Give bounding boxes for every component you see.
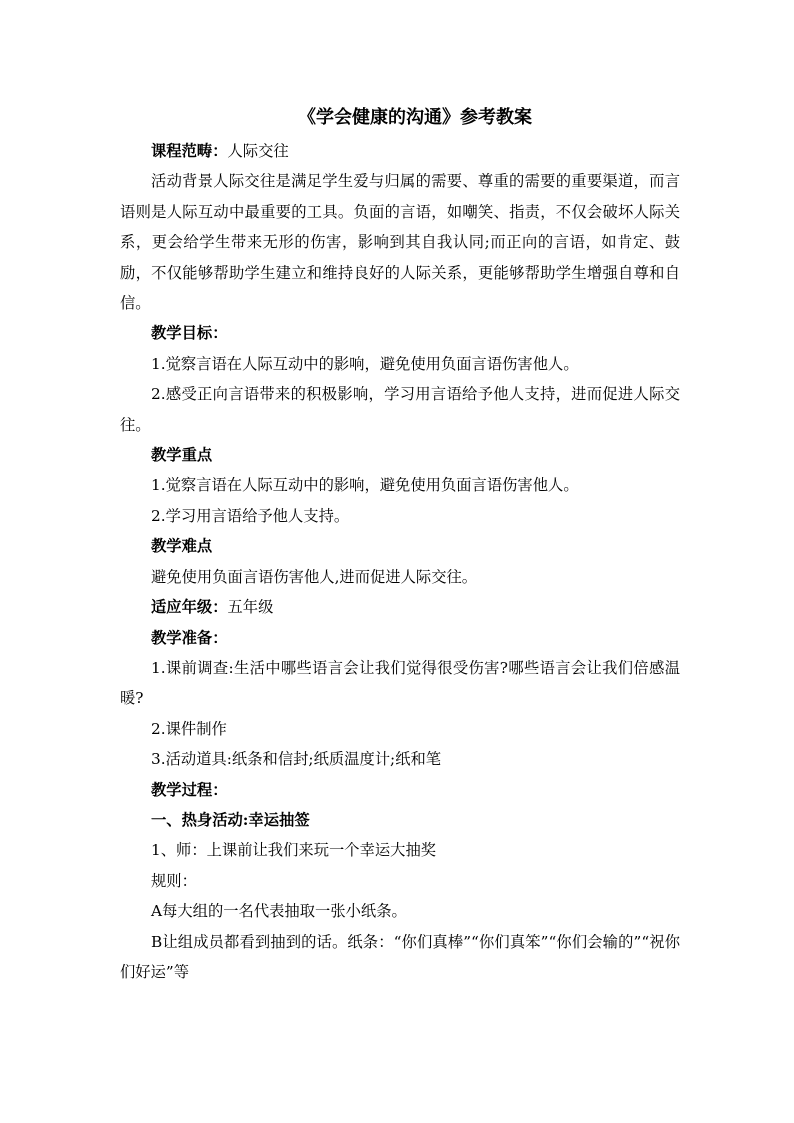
prep-heading: 教学准备：	[151, 628, 228, 647]
category-line	[120, 136, 680, 166]
grade-value: 五年级	[227, 598, 274, 617]
page-title: 《学会健康的沟通》参考教案	[298, 107, 532, 128]
background-paragraph: 活动背景人际交往是满足学生爱与归属的需要、尊重的需要的重要渠道，而言语则是人际互动中最重要的工具。负面的言语，如嘲笑、指责，不仅会破坏人际关系，更会给学生带来无形的伤害，影响到其自我认同;而正向的言语，如肯定、鼓励，不仅能够帮助学生建立和维持良好的人际关系，更能够帮助学生增强自尊和自信。	[120, 172, 680, 313]
document-body	[120, 136, 680, 987]
category-value: 人际交往	[227, 142, 289, 160]
difficulty-text: 避免使用负面言语伤害他人,进而促进人际交往。	[151, 567, 478, 586]
rules-label: 规则：	[151, 871, 197, 890]
keypoint-item: 2.学习用言语给予他人支持。	[151, 506, 350, 525]
goals-heading: 教学目标：	[151, 324, 228, 343]
prep-item: 2.课件制作	[151, 719, 227, 738]
keypoints-heading: 教学重点	[151, 446, 213, 465]
prep-item: 1.课前调查:生活中哪些语言会让我们觉得很受伤害?哪些语言会让我们倍感温暖?	[120, 658, 680, 708]
grade-line	[120, 592, 680, 622]
section1-heading: 一、热身活动:幸运抽签	[151, 810, 310, 829]
difficulty-heading: 教学难点	[151, 537, 213, 556]
goal-item: 2.感受正向言语带来的积极影响，学习用言语给予他人支持，进而促进人际交往。	[120, 385, 680, 434]
goal-item: 1.觉察言语在人际互动中的影响，避免使用负面言语伤害他人。	[151, 354, 579, 373]
process-heading: 教学过程：	[151, 780, 228, 799]
rule-a: A每大组的一名代表抽取一张小纸条。	[151, 902, 407, 921]
prep-item: 3.活动道具:纸条和信封;纸质温度计;纸和笔	[151, 750, 442, 769]
rule-b: B让组成员都看到抽到的话。纸条：“你们真棒”“你们真笨”“你们会输的”“祝你们好运”等	[120, 932, 680, 981]
grade-label: 适应年级：	[151, 598, 228, 617]
keypoint-item: 1.觉察言语在人际互动中的影响，避免使用负面言语伤害他人。	[151, 476, 579, 495]
step-1: 1、师：上课前让我们来玩一个幸运大抽奖	[151, 841, 437, 860]
category-label: 课程范畴：	[151, 142, 228, 160]
